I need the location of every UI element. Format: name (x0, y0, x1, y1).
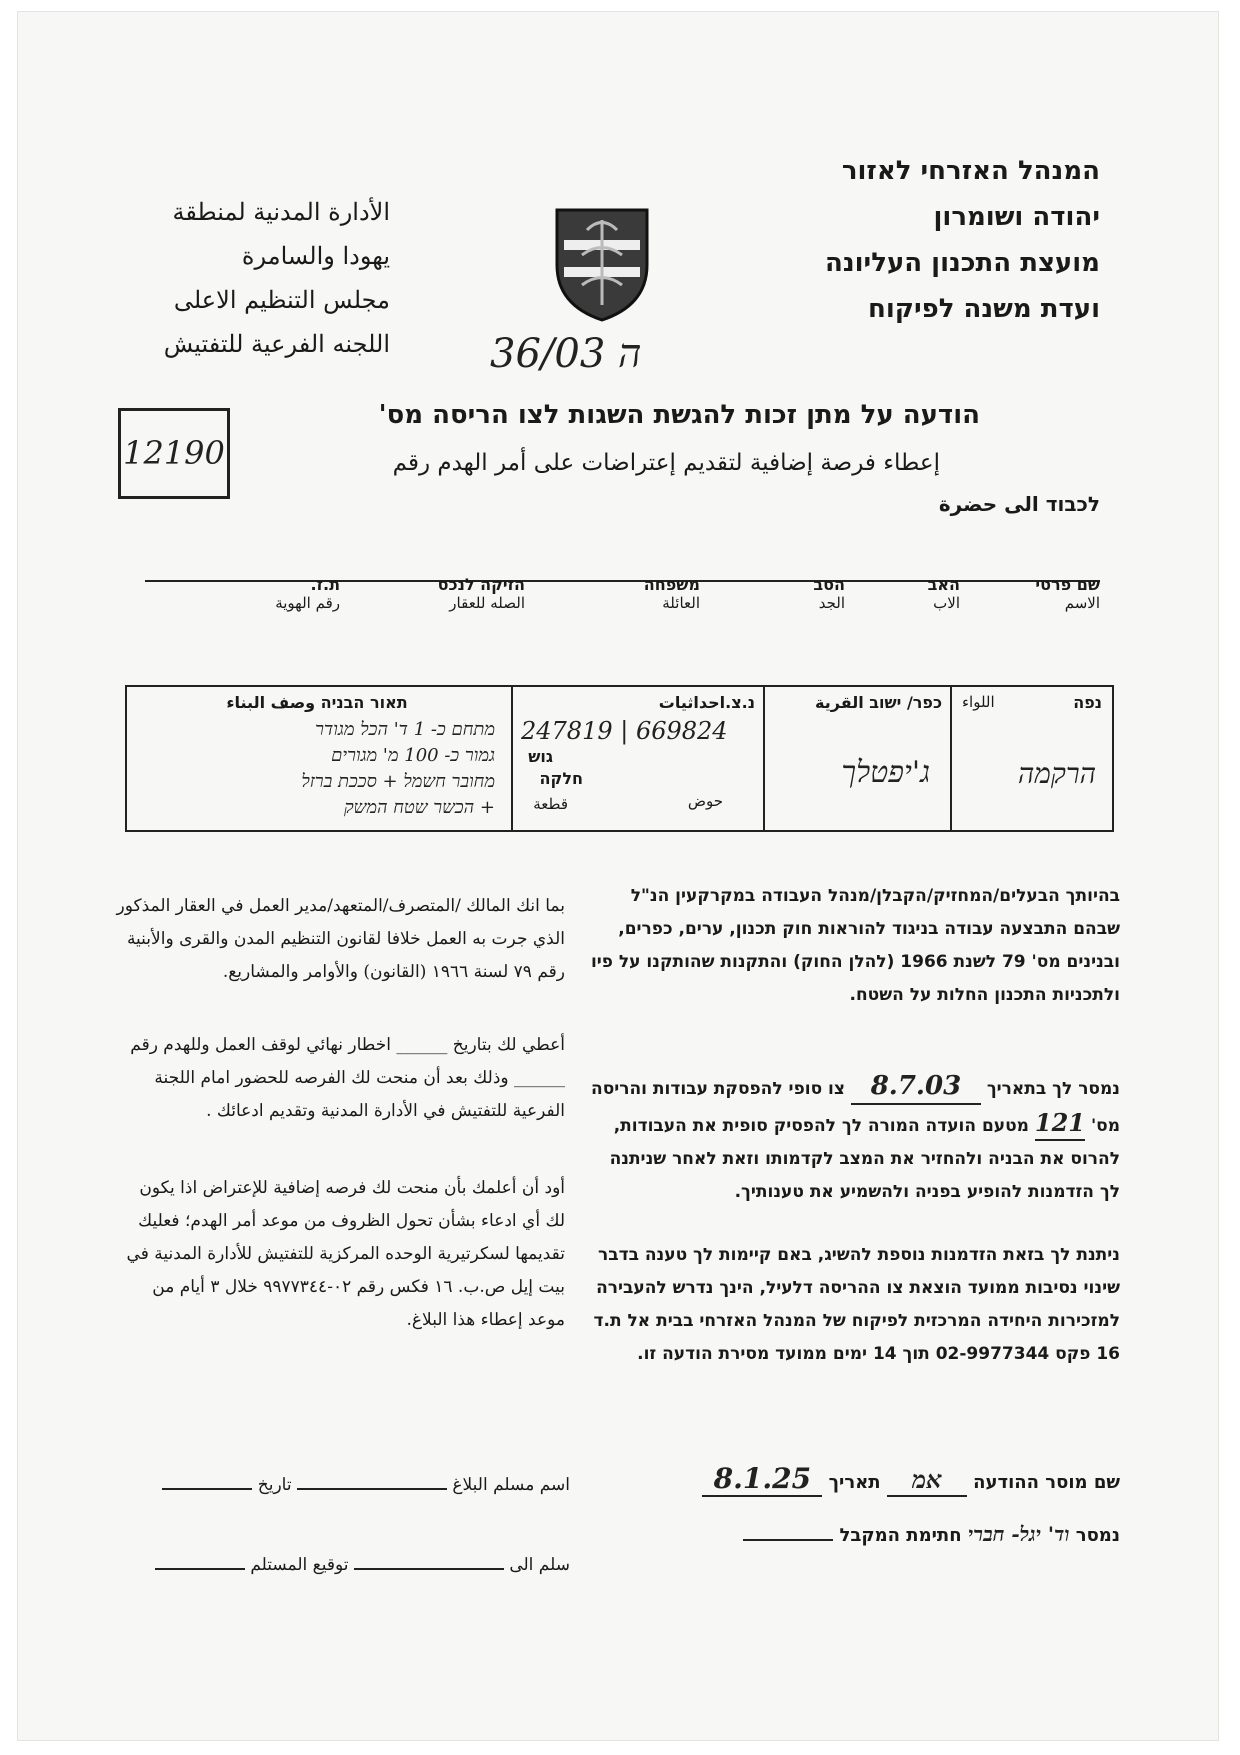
box-number (118, 408, 230, 499)
ar-paragraph-1: بما انك المالك /المتصرف/المتعهد/مدير العمل في العقار المذكور الذي جرت به العمل خلافا لقانون التنظيم المدن والقرى والأبنية رقم ٧٩ لسنة ١٩٦٦ (القانون) والأوامر والمشاريع. (116, 896, 565, 982)
header-he-line: ועדת משנה לפיקוח (868, 294, 1100, 324)
cell-village: כפר/ ישוב القرية ג'יפטלך (763, 687, 950, 830)
footer-arabic-line-2: سلم الى توقيع المستلم (90, 1555, 570, 1575)
building-line: + הכשר שטח המשק (343, 797, 495, 818)
he-paragraph-3: ניתנת לך בזאת הזדמנות נוספת להשיג, באם קיימות לך טענה בדבר שינוי נסיבות ממועד הוצאת צו ההריסה דלעיל, הינך נדרש להעבירה למזכירות היחידה המרכזית לפיקוח של המנהל האזרחי בבית אל ת.ד 16 פקס 02-9977344 תוך 14 ימים ממועד מסירת הודעה זו. (593, 1245, 1120, 1364)
body-hebrew (590, 880, 1120, 1371)
header-he-line: מועצת התכנון העליונה (824, 248, 1100, 278)
header-arabic (100, 190, 390, 366)
title-hebrew: הודעה על מתן זכות להגשת השגות לצו הריסה מס' (378, 400, 980, 430)
naphe-value: הרקמה (1017, 757, 1096, 790)
header-ar-line: مجلس التنظيم الاعلى (173, 286, 390, 314)
header-ar-line: اللجنه الفرعية للتفتيش (163, 330, 390, 358)
header-ar-line: يهودا والسامرة (241, 242, 390, 270)
col-family: משפחה العائلة (643, 575, 700, 612)
handwritten-file-number: ה 36/03 (490, 331, 642, 377)
building-line: מחובר חשמל + סככת ברזל (301, 771, 495, 792)
building-line: מתחם כ- 1 ד' הכל מגודר (315, 719, 495, 740)
he-paragraph-2: נמסר לך בתאריך 8.7.03 צו סופי להפסקת עבודות והריסה מס' 121 מטעם הועדה המורה לך להפסיק סופית את העבודות, להרוס את הבניה ולהחזיר את המצב לקדמותו וזאת לאחר שניתנה לך הזדמנות להופיע בפניה ולהשמיע את טענותיך. (591, 1071, 1120, 1202)
cell-coordinates: נ.צ.احداثيات 247819 | 669824 גוש חלקה حوض قطعة (511, 687, 763, 830)
receiver-signature-line (743, 1539, 833, 1541)
he-paragraph-1: בהיותך הבעלים/המחזיק/הקבלן/מנהל העבודה במקרקעין הנ"ל שבהם התבצעה עבודה בניגוד להוראות חוק תכנון, ערים, כפרים, ובנינים מס' 79 לשנת 1966 (להלן החוק) והתקנות שהותקנו על פיו ולתכניות התכנון החלות על השטח. (590, 886, 1120, 1005)
receiver-name: וד' יגל- חברי (967, 1522, 1070, 1546)
header-he-line: יהודה ושומרון (933, 202, 1100, 232)
col-father: האב الاب (927, 575, 960, 612)
location-table (125, 685, 1114, 832)
ar-paragraph-2: أعطي لك بتاريخ ______ اخطار نهائي لوقف العمل وللهدم رقم ______ وذلك بعد أن منحت لك الفرصه للحضور امام اللجنة الفرعية للتفتيش في الأدارة المدنية وتقديم ادعائك . (130, 1035, 565, 1121)
village-value: ג'יפטלך (841, 755, 930, 790)
coords-value: 247819 | 669824 (521, 717, 728, 745)
delivery-date: 8.1.25 (702, 1462, 822, 1497)
box-number-value: 12190 (123, 434, 225, 472)
footer-arabic-line-1: اسم مسلم البلاغ تاريخ (100, 1475, 570, 1495)
cell-building-description: תאור הבניה وصف البناء מתחם כ- 1 ד' הכל מגודר גמור כ- 100 מ' מגורים מחובר חשמל + סככת ברזל + הכשר שטח המשק (127, 687, 507, 830)
ar-paragraph-3: أود أن أعلمك بأن منحت لك فرصه إضافية للإعتراض اذا يكون لك أي ادعاء بشأن تحول الظروف من موعد أمر الهدم؛ فعليك تقديمها لسكرتيرية الوحده المركزية للتفتيش للأدارة المدنية في بيت إيل ص.ب. ١٦ فكس رقم ٠٢-٩٩٧٧٣٤٤ خلال ٣ أيام من موعد إعطاء هذا البلاغ. (126, 1178, 565, 1330)
col-first-name: שם פרטי الاسم (1035, 575, 1100, 612)
title-arabic: إعطاء فرصة إضافية لتقديم إعتراضات على أمر الهدم رقم (392, 450, 940, 476)
col-id: ת.ז. رقم الهوية (275, 575, 340, 612)
building-line: גמור כ- 100 מ' מגורים (331, 745, 495, 766)
header-hebrew (780, 148, 1100, 332)
order-number: 121 (1035, 1106, 1085, 1141)
footer-hebrew-line-1: שם מוסר ההודעה אמ תאריך 8.1.25 (620, 1462, 1120, 1497)
col-grandfather: הסב الجد (813, 575, 845, 612)
order-date: 8.7.03 (851, 1070, 981, 1105)
footer-hebrew-line-2: נמסר וד' יגל- חברי חתימת המקבל (620, 1522, 1120, 1547)
col-relation: הזיקה לנכס الصله للعقار (437, 575, 525, 612)
cell-naphe: נפה اللواء הרקמה (950, 687, 1112, 830)
emblem-icon (552, 205, 652, 325)
server-signature: אמ (887, 1465, 967, 1497)
body-arabic (115, 890, 565, 1337)
person-table (210, 575, 1100, 645)
header-he-line: המנהל האזרחי לאזור (841, 156, 1100, 186)
header-ar-line: الأدارة المدنية لمنطقة (172, 198, 390, 226)
title-to: לכבוד الى حضرة (938, 492, 1100, 516)
